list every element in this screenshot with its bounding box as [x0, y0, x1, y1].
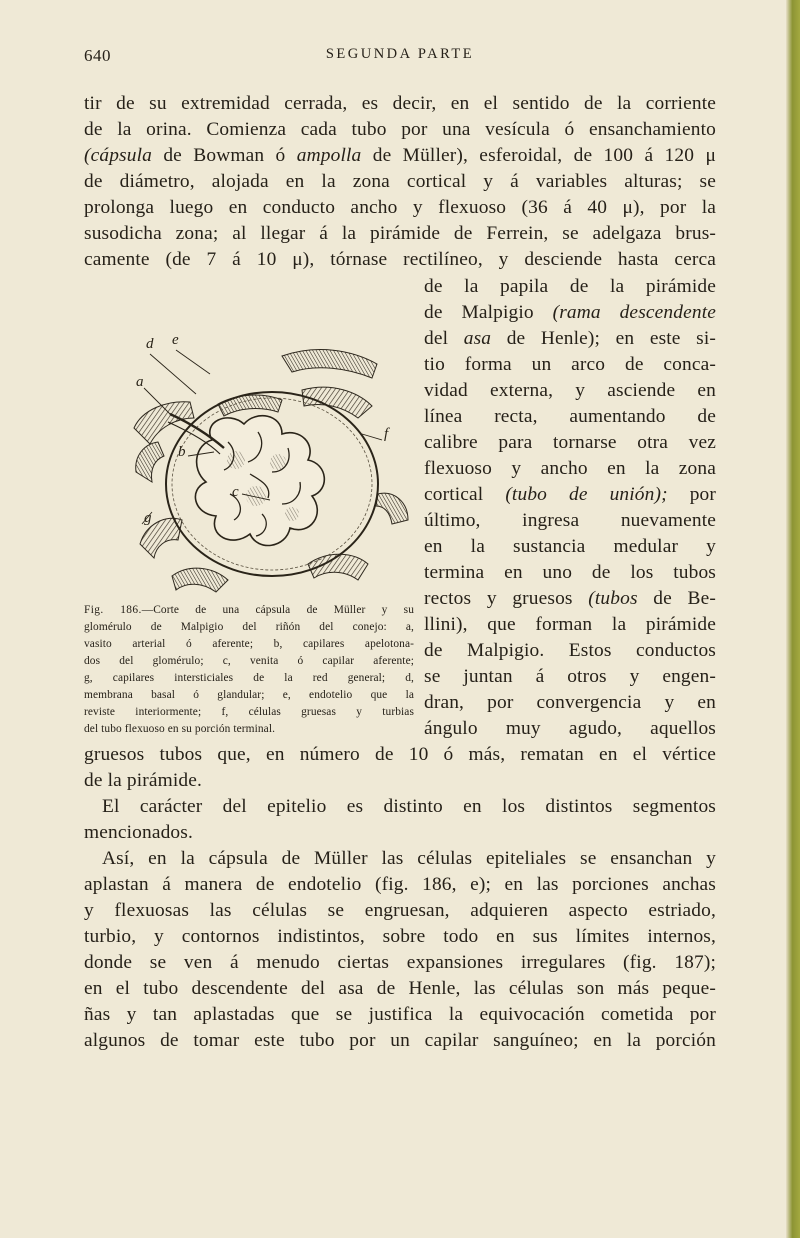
body-line: se juntan á otros y engen- — [424, 666, 716, 687]
page-edge-tint — [786, 0, 800, 1238]
body-line — [424, 326, 716, 352]
text-run: de Malpigio — [424, 302, 553, 323]
text-run: de Henle); en este si- — [491, 328, 716, 349]
body-line: de Malpigio. Estos conductos — [424, 640, 716, 661]
body-line: de diámetro, alojada en la zona cortical y á variables alturas; se — [84, 171, 716, 192]
body-line — [84, 143, 716, 169]
figure-number: Fig. 186. — [84, 604, 142, 616]
figure-label-f: f — [384, 426, 389, 442]
body-line: Así, en la cápsula de Müller las células epiteliales se ensanchan y — [102, 848, 716, 869]
body-line — [424, 586, 716, 612]
italic-term: (tubos — [588, 588, 638, 609]
body-line: de la papila de la pirámide — [424, 276, 716, 297]
text-run: del — [424, 328, 464, 349]
italic-term: (rama descendente — [552, 302, 716, 323]
body-line: calibre para tornarse otra vez — [424, 432, 716, 453]
figure-caption-line: glomérulo de Malpigio del riñón del conejo: a, — [84, 621, 414, 633]
body-line: mencionados. — [84, 822, 193, 843]
body-line: algunos de tomar este tubo por un capilar sanguíneo; en la porción — [84, 1030, 716, 1051]
body-line: El carácter del epitelio es distinto en los distintos segmentos — [102, 796, 716, 817]
body-line: llini), que forman la pirámide — [424, 614, 716, 635]
body-line: de la orina. Comienza cada tubo por una vesícula ó ensanchamiento — [84, 119, 716, 140]
body-line: ángulo muy agudo, aquellos — [424, 718, 716, 739]
body-line: susodicha zona; al llegar á la pirámide de Ferrein, se adelgaza brus- — [84, 223, 716, 244]
italic-term: (cápsula — [84, 145, 152, 166]
figure-label-c: c — [232, 484, 239, 500]
running-title: SEGUNDA PARTE — [325, 46, 475, 62]
body-line: y flexuosas las células se engruesan, adquieren aspecto estriado, — [84, 900, 716, 921]
italic-term: ampolla — [296, 145, 362, 166]
body-line: aplastan á manera de endotelio (fig. 186, e); en las porciones anchas — [84, 874, 716, 895]
body-line: tio forma un arco de conca- — [424, 354, 716, 375]
figure-label-d: d — [146, 336, 154, 352]
figure-caption-line: g, capilares intersticiales de la red general; d, — [84, 672, 414, 684]
capsule-engraving — [132, 344, 418, 594]
text-run: por — [667, 484, 716, 505]
figure-label-e: e — [172, 332, 179, 348]
body-line: turbio, y contornos indistintos, sobre todo en sus límites internos, — [84, 926, 716, 947]
figure-label-g: g — [144, 510, 152, 526]
figure-caption-line: membrana basal ó glandular; e, endotelio que la — [84, 689, 414, 701]
body-line — [424, 482, 716, 508]
body-line: prolonga luego en conducto ancho y flexuoso (36 á 40 μ), por la — [84, 197, 716, 218]
italic-term: (tubo de unión); — [505, 484, 668, 505]
figure-caption-line: reviste interiormente; f, células gruesas y turbias — [84, 706, 414, 718]
text-run: cortical — [424, 484, 506, 505]
text-run: —Corte de una cápsula de Müller y su — [141, 604, 414, 616]
running-head — [84, 46, 716, 70]
body-line: gruesos tubos que, en número de 10 ó más, rematan en el vértice — [84, 744, 716, 765]
figure-186-illustration — [132, 332, 418, 594]
figure-caption-line: del tubo flexuoso en su porción terminal. — [84, 723, 276, 735]
body-line — [424, 300, 716, 326]
body-line: donde se ven á menudo ciertas expansiones irregulares (fig. 187); — [84, 952, 716, 973]
figure-caption-line: vasito arterial ó aferente; b, capilares apelotona- — [84, 638, 414, 650]
body-line: tir de su extremidad cerrada, es decir, en el sentido de la corriente — [84, 93, 716, 114]
figure-label-a: a — [136, 374, 144, 390]
body-line: en el tubo descendente del asa de Henle, las células son más peque- — [84, 978, 716, 999]
text-run: rectos y gruesos — [424, 588, 589, 609]
figure-label-b: b — [178, 444, 186, 460]
body-line: último, ingresa nuevamente — [424, 510, 716, 531]
page-number: 640 — [84, 46, 111, 65]
body-line: de la pirámide. — [84, 770, 203, 791]
body-line: termina en uno de los tubos — [424, 562, 716, 583]
body-line: flexuoso y ancho en la zona — [424, 458, 716, 479]
text-run: de Be- — [637, 588, 716, 609]
figure-caption-line: dos del glomérulo; c, venita ó capilar aferente; — [84, 655, 414, 667]
body-line: línea recta, aumentando de — [424, 406, 716, 427]
body-line: en la sustancia medular y — [424, 536, 716, 557]
figure-caption-line — [84, 602, 414, 619]
body-line: dran, por convergencia y en — [424, 692, 716, 713]
text-run: de Bowman ó — [151, 145, 297, 166]
text-run: de Müller), esferoidal, de 100 á 120 μ — [361, 145, 716, 166]
body-line: ñas y tan aplastadas que se justifica la equivocación cometida por — [84, 1004, 716, 1025]
body-line: vidad externa, y asciende en — [424, 380, 716, 401]
body-line: camente (de 7 á 10 μ), tórnase rectilíneo, y desciende hasta cerca — [84, 249, 716, 270]
italic-term: asa — [463, 328, 492, 349]
